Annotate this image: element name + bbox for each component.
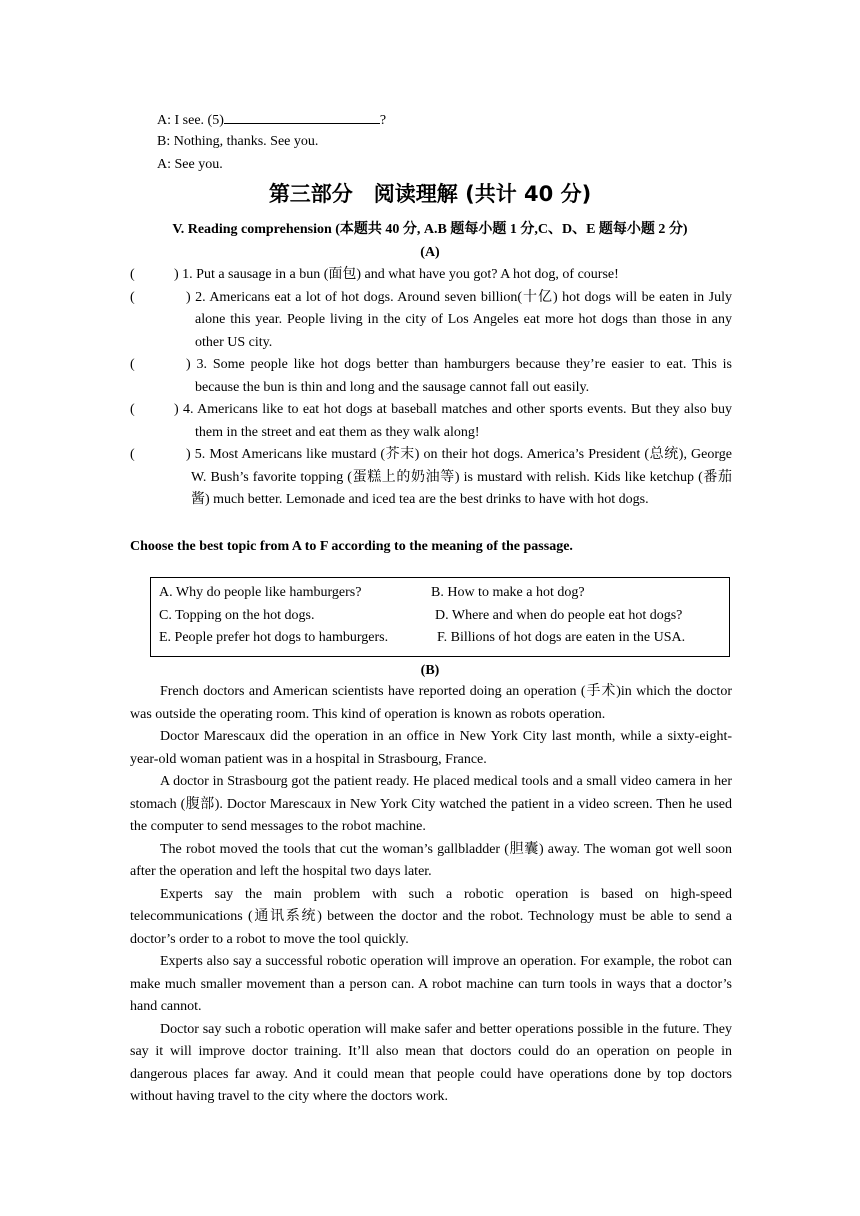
passage-paragraph: Doctor Marescaux did the operation in an office in New York City last month, while a sixty-eight-year-old woman patient was in a hospital in Strasbourg, France. <box>130 729 732 767</box>
question-text: ) 2. Americans eat a lot of hot dogs. Around seven billion(十亿) hot dogs will be eaten in July alone this year. People living in the city of Los Angeles eat more hot dogs than those in any other US city. <box>186 289 732 350</box>
dialogue-line-1 <box>157 108 386 131</box>
question-text: ) 5. Most Americans like mustard (芥末) on their hot dogs. America’s President (总统), George W. Bush’s favorite topping (蛋糕上的奶油等) is mustard with relish. Kids like ketchup (番茄酱) much better. Lemonade and iced tea are the best drinks to have with hot dogs. <box>186 447 732 507</box>
passage-b <box>130 681 732 1109</box>
answer-paren: ( <box>130 289 135 305</box>
question-text: ) 1. Put a sausage in a bun (面包) and what have you got? A hot dog, of course! <box>174 267 619 282</box>
option-e: E. People prefer hot dogs to hamburgers. <box>159 630 389 645</box>
dialogue-line-1-prefix: A: I see. (5) <box>157 113 224 128</box>
part-title: 第三部分 阅读理解 (共计 40 分) <box>268 182 592 206</box>
question-text: ) 4. Americans like to eat hot dogs at baseball matches and other sports events. But they also buy them in the street and eat them as they walk along! <box>174 402 732 440</box>
question-item <box>130 264 732 287</box>
passage-paragraph: The robot moved the tools that cut the woman’s gallbladder (胆囊) away. The woman got well soon after the operation and left the hospital two days later. <box>130 841 732 879</box>
answer-paren: ( <box>130 357 135 372</box>
instruction: Choose the best topic from A to F according to the meaning of the passage. <box>130 539 573 554</box>
passage-paragraph: Experts say the main problem with such a robotic operation is based on high-speed telecommunications (通讯系统) between the doctor and the robot. Technology must be able to send a doctor’s order to a robot to move the tool quickly. <box>130 886 732 947</box>
dialogue-line-3: A: See you. <box>157 157 223 172</box>
option-d: D. Where and when do people eat hot dogs? <box>435 608 683 623</box>
option-f: F. Billions of hot dogs are eaten in the USA. <box>437 630 686 645</box>
passage-paragraph: A doctor in Strasbourg got the patient ready. He placed medical tools and a small video camera in her stomach (腹部). Doctor Marescaux in New York City watched the patient in a video screen. Then he used the computer to send messages to the robot machine. <box>130 774 732 834</box>
subsection-b-heading: (B) <box>420 663 440 678</box>
answer-paren: ( <box>130 402 135 417</box>
passage-paragraph: Experts also say a successful robotic operation will improve an operation. For example, the robot can make much smaller movement than a person can. A robot machine can turn tools in ways that a doctor’s hand cannot. <box>130 954 732 1014</box>
answer-paren: ( <box>130 267 135 282</box>
question-item <box>130 287 732 355</box>
subsection-a-heading: (A) <box>420 245 440 260</box>
question-item <box>130 399 732 444</box>
section-title: V. Reading comprehension (本题共 40 分, A.B 题每小题 1 分,C、D、E 题每小题 2 分) <box>172 222 688 237</box>
answer-blank <box>224 108 380 124</box>
dialogue <box>157 108 386 177</box>
options-box <box>150 577 730 657</box>
option-c: C. Topping on the hot dogs. <box>159 608 315 623</box>
option-b: B. How to make a hot dog? <box>431 585 585 600</box>
question-item <box>130 444 732 512</box>
option-a: A. Why do people like hamburgers? <box>159 585 362 600</box>
answer-paren: ( <box>130 447 135 462</box>
passage-paragraph: French doctors and American scientists have reported doing an operation (手术)in which the doctor was outside the operating room. This kind of operation is known as robots operation. <box>130 684 732 722</box>
question-item <box>130 354 732 399</box>
dialogue-line-1-suffix: ? <box>379 113 387 128</box>
dialogue-line-2: B: Nothing, thanks. See you. <box>157 134 319 149</box>
question-text: ) 3. Some people like hot dogs better than hamburgers because they’re easier to eat. This is because the bun is thin and long and the sausage cannot fall out easily. <box>186 357 732 395</box>
passage-paragraph: Doctor say such a robotic operation will make safer and better operations possible in the future. They say it will improve doctor training. It’ll also mean that doctors could do an operation on people in dangerous places far away. And it could mean that people could have operations done by top doctors without having travel to the city where the doctors work. <box>130 1021 732 1104</box>
question-list <box>130 264 732 512</box>
